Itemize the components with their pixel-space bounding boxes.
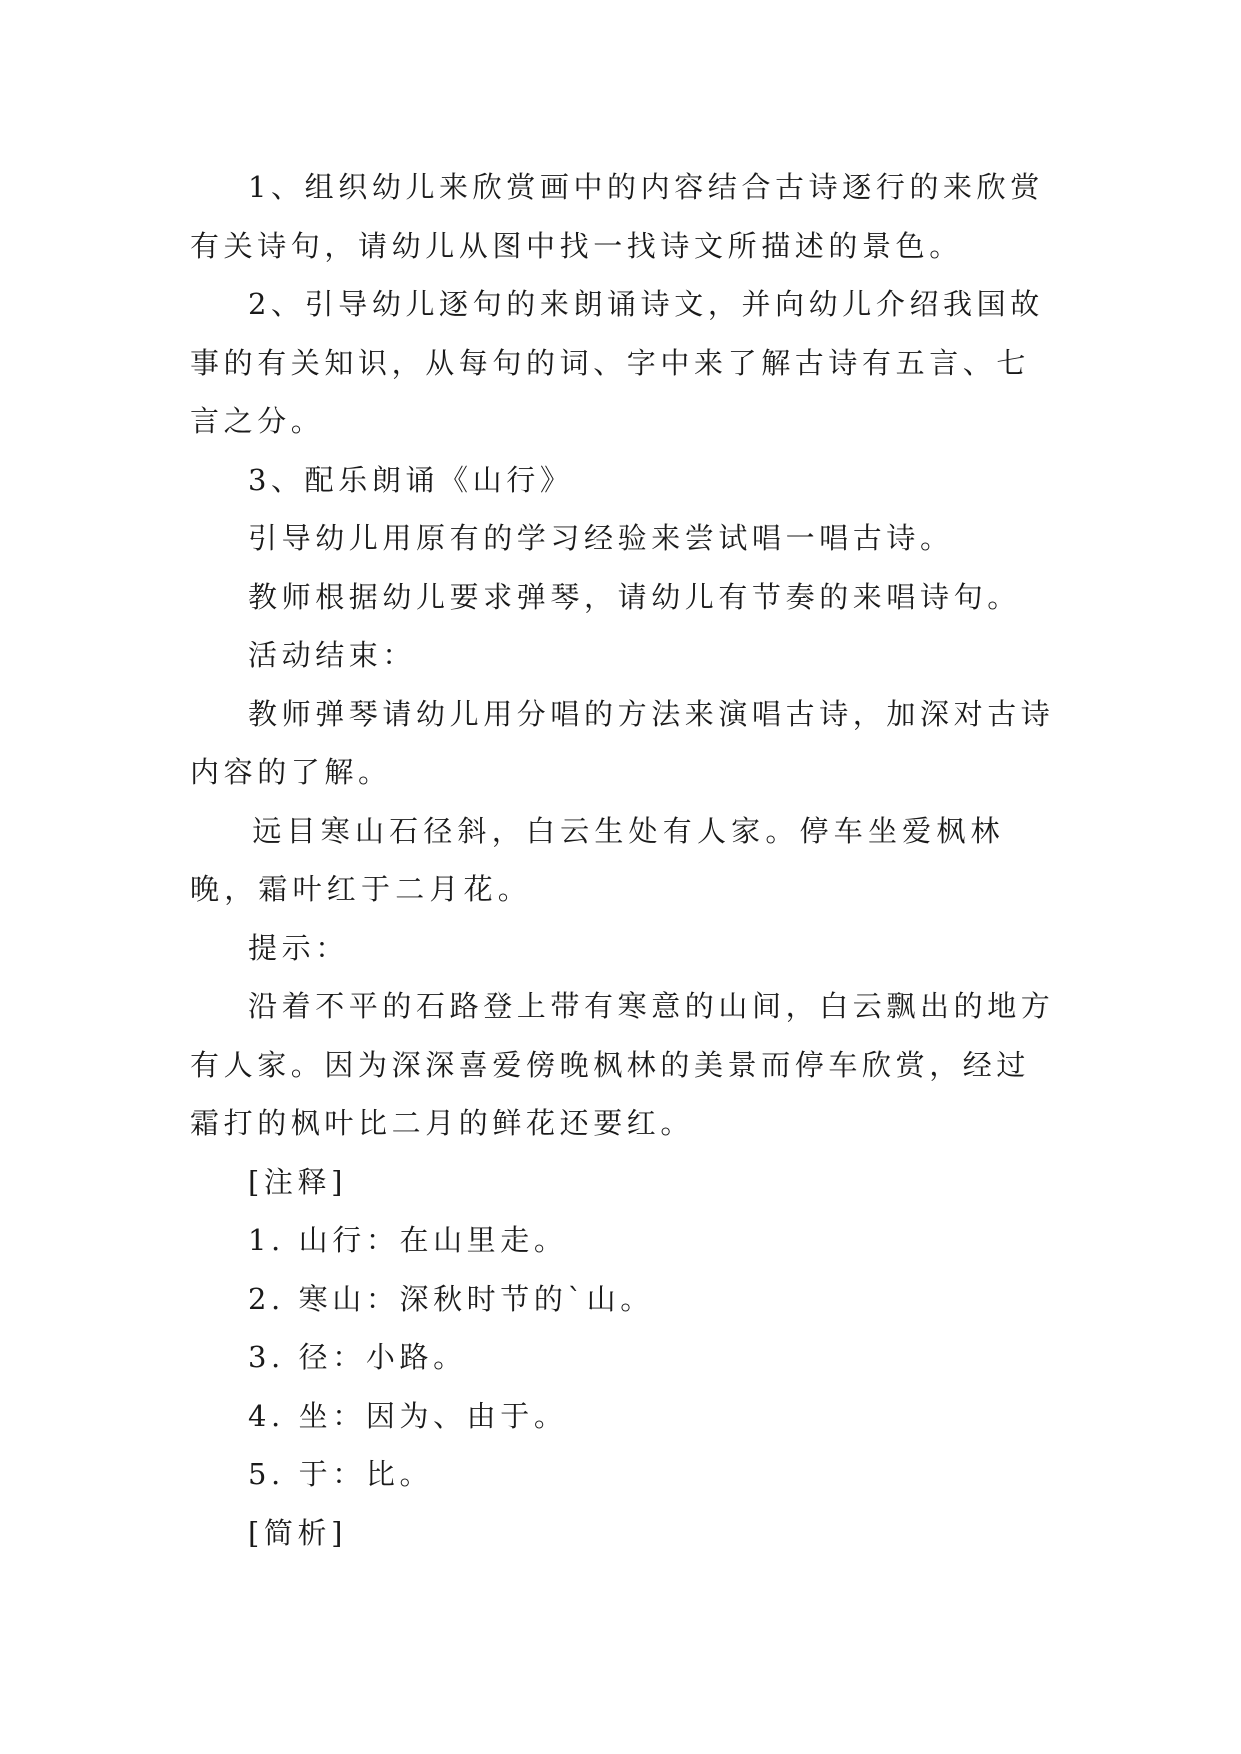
document-body	[190, 158, 1060, 1562]
paragraph-activity-step-3: 3、配乐朗诵《山行》	[248, 462, 574, 497]
paragraph-notes-heading: [注释]	[248, 1164, 348, 1199]
paragraph-analysis-heading: [简析]	[248, 1515, 348, 1550]
paragraph-note-2: 2. 寒山：深秋时节的`山。	[248, 1281, 654, 1316]
paragraph-activity-step-2: 2、引导幼儿逐句的来朗诵诗文，并向幼儿介绍我国故事的有关知识，从每句的词、字中来了解古诗有五言、七言之分。	[190, 287, 1044, 438]
paragraph-activity-end-heading: 活动结束：	[248, 638, 417, 672]
paragraph-note-1: 1. 山行：在山里走。	[248, 1223, 568, 1257]
paragraph-hint-text: 沿着不平的石路登上带有寒意的山间，白云飘出的地方有人家。因为深深喜爱傍晚枫林的美景而停车欣赏，经过霜打的枫叶比二月的鲜花还要红。	[190, 989, 1055, 1140]
paragraph-activity-step-1: 1、组织幼儿来欣赏画中的内容结合古诗逐行的来欣赏有关诗句，请幼儿从图中找一找诗文所描述的景色。	[190, 170, 1044, 263]
paragraph-teacher-piano: 教师根据幼儿要求弹琴，请幼儿有节奏的来唱诗句。	[248, 579, 1021, 614]
paragraph-activity-end-text: 教师弹琴请幼儿用分唱的方法来演唱古诗，加深对古诗内容的了解。	[190, 696, 1055, 789]
paragraph-note-3: 3. 径：小路。	[248, 1340, 467, 1374]
paragraph-note-5: 5. 于：比。	[248, 1457, 434, 1491]
paragraph-note-4: 4. 坐：因为、由于。	[248, 1398, 568, 1433]
paragraph-guide-singing: 引导幼儿用原有的学习经验来尝试唱一唱古诗。	[248, 521, 954, 555]
paragraph-poem-text: 远目寒山石径斜，白云生处有人家。停车坐爱枫林晚，霜叶红于二月花。	[190, 813, 1005, 906]
paragraph-hint-heading: 提示：	[248, 930, 349, 965]
